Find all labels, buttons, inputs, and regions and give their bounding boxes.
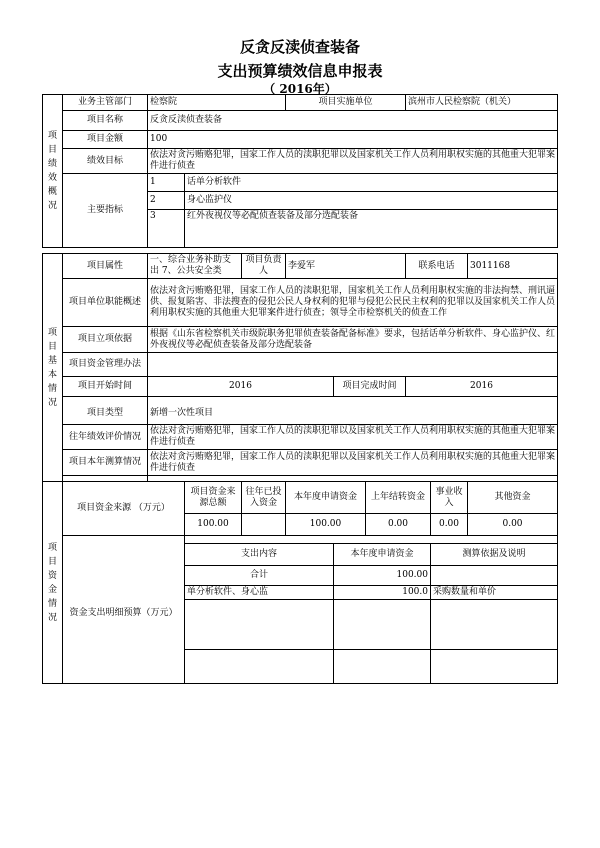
mgmt-value: [148, 353, 558, 377]
mgmt-label: 项目资金管理办法: [63, 353, 148, 377]
source-label: 项目资金来源 （万元）: [63, 482, 185, 536]
declaration-table: [42, 94, 558, 684]
detail-amount: 100.0: [334, 586, 431, 600]
source-value: 0.00: [468, 514, 558, 536]
type-label: 项目类型: [63, 403, 148, 425]
detail-header: 本年度申请资金: [334, 544, 431, 566]
end-label: 项目完成时间: [334, 377, 406, 397]
dept-label: 业务主管部门: [63, 95, 148, 111]
source-value: 0.00: [366, 514, 431, 536]
document-title: 反贪反渎侦查装备: [239, 38, 360, 56]
type-value: 新增一次性项目: [148, 403, 558, 425]
name-label: 项目名称: [63, 111, 148, 131]
section-funding: 项 目 资 金 情 况: [43, 482, 63, 684]
unit-label: 项目实施单位: [286, 95, 406, 111]
amount-label: 项目金额: [63, 131, 148, 149]
dept-value: 检察院: [148, 95, 286, 111]
curr-label: 项目本年测算情况: [63, 450, 148, 476]
basis-value: 根据《山东省检察机关市级院职务犯罪侦查装备配备标准》要求，包括话单分析软件、身心监护仪、红外夜视仪等必配侦查装备及部分选配装备: [148, 327, 558, 353]
amount-value: 100: [148, 131, 558, 149]
start-value: 2016: [148, 377, 334, 397]
leader-label: 项目负责人: [242, 254, 286, 279]
indicator-no: 1: [148, 174, 185, 192]
indicator-text: 身心监护仪: [185, 192, 558, 210]
source-header: 往年已投入资金: [242, 482, 286, 514]
source-header: 事业收入: [431, 482, 468, 514]
total-value: 100.00: [334, 566, 431, 586]
attr-label: 项目属性: [63, 254, 148, 279]
total-label: 合计: [185, 566, 334, 586]
indicator-no: 3: [148, 210, 185, 248]
source-header: 上年结转资金: [366, 482, 431, 514]
goal-value: 依法对贪污贿赂犯罪，国家工作人员的渎职犯罪以及国家机关工作人员利用职权实施的其他重大犯罪案件进行侦查: [148, 149, 558, 174]
document-year: （ 2016年）: [263, 82, 337, 96]
phone-value: 3011168: [468, 254, 558, 279]
source-value: 100.00: [185, 514, 242, 536]
prev-label: 往年绩效评价情况: [63, 425, 148, 450]
indicator-text: 话单分析软件: [185, 174, 558, 192]
source-value: 0.00: [431, 514, 468, 536]
end-value: 2016: [406, 377, 558, 397]
basis-label: 项目立项依据: [63, 327, 148, 353]
curr-value: 依法对贪污贿赂犯罪，国家工作人员的渎职犯罪以及国家机关工作人员利用职权实施的其他重大犯罪案件进行侦查: [148, 450, 558, 476]
source-header: 本年度申请资金: [286, 482, 366, 514]
source-header: 项目资金来源总额: [185, 482, 242, 514]
prev-value: 依法对贪污贿赂犯罪，国家工作人员的渎职犯罪以及国家机关工作人员利用职权实施的其他重大犯罪案件进行侦查: [148, 425, 558, 450]
name-value: 反贪反渎侦查装备: [148, 111, 558, 131]
section-overview: 项 目 绩 效 概 况: [43, 95, 63, 248]
detail-note: 采购数量和单价: [431, 586, 558, 600]
attr-value: 一、综合业务补助支出 7、公共安全类: [148, 254, 242, 279]
detail-item: 单分析软件、身心监: [185, 586, 334, 600]
detail-header: 支出内容: [185, 544, 334, 566]
phone-label: 联系电话: [406, 254, 468, 279]
document-subtitle: 支出预算绩效信息申报表: [217, 62, 383, 80]
detail-header: 测算依据及说明: [431, 544, 558, 566]
source-value: [242, 514, 286, 536]
func-value: 依法对贪污贿赂犯罪，国家工作人员的渎职犯罪，国家机关工作人员利用职权实施的非法拘禁、刑讯逼供、报复陷害、非法搜查的侵犯公民人身权利的犯罪与侵犯公民民主权利的犯罪以及国家机关工作人员利用职权实施的其他重大犯罪案件进行侦查；领导全市检察机关的侦查工作: [148, 279, 558, 327]
detail-label: 资金支出明细预算（万元）: [63, 544, 185, 684]
leader-value: 李爱军: [286, 254, 406, 279]
unit-value: 滨州市人民检察院（机关）: [406, 95, 558, 111]
source-value: 100.00: [286, 514, 366, 536]
goal-label: 绩效目标: [63, 149, 148, 174]
section-basic: 项 目 基 本 情 况: [43, 254, 63, 482]
indicator-label: 主要指标: [63, 174, 148, 248]
indicator-text: 红外夜视仪等必配侦查装备及部分选配装备: [185, 210, 558, 248]
source-header: 其他资金: [468, 482, 558, 514]
indicator-no: 2: [148, 192, 185, 210]
start-label: 项目开始时间: [63, 377, 148, 397]
func-label: 项目单位职能概述: [63, 279, 148, 327]
